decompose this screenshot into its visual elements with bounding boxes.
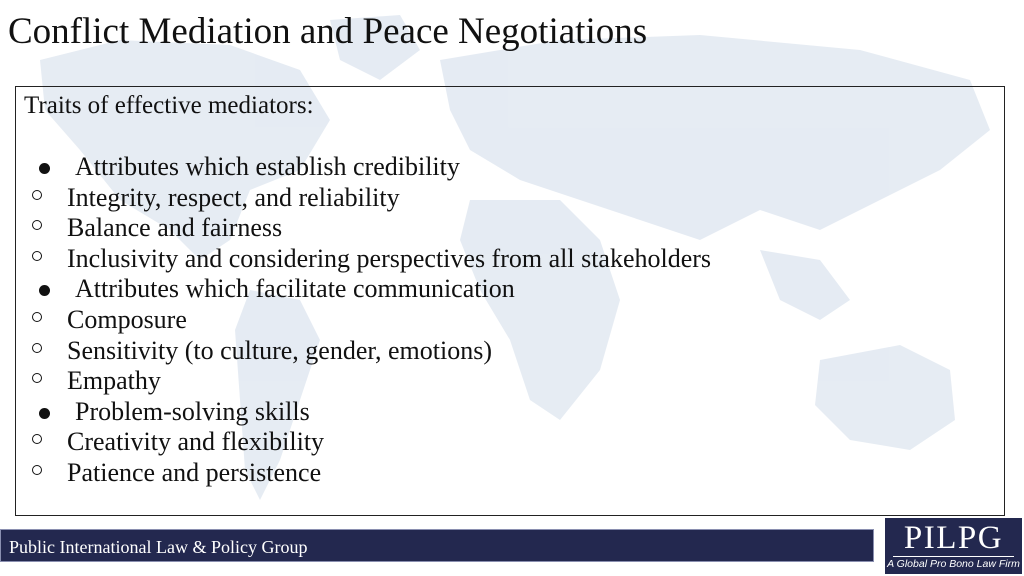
sub-bullet-item	[16, 427, 711, 458]
bullet-item	[16, 274, 711, 305]
sub-bullet-text: Integrity, respect, and reliability	[67, 182, 400, 212]
sub-bullet-text: Composure	[67, 304, 187, 334]
sub-bullet-text: Balance and fairness	[67, 213, 283, 243]
logo-tagline: A Global Pro Bono Law Firm	[887, 558, 1020, 570]
hollow-circle-bullet-icon	[32, 251, 42, 261]
sub-bullet-list	[16, 305, 711, 397]
sub-bullet-text: Empathy	[67, 366, 161, 396]
sub-bullet-item	[16, 183, 711, 214]
pilpg-logo	[885, 518, 1022, 574]
bullet-dot-icon	[39, 163, 50, 174]
sub-bullet-item	[16, 305, 711, 336]
bullet-list	[16, 152, 711, 489]
footer-bar	[0, 529, 874, 562]
sub-bullet-list	[16, 427, 711, 488]
sub-list-wrapper	[16, 427, 711, 488]
hollow-circle-bullet-icon	[32, 190, 42, 200]
bullet-dot-icon	[39, 285, 50, 296]
hollow-circle-bullet-icon	[32, 312, 42, 322]
bullet-text: Attributes which facilitate communication	[75, 274, 515, 304]
logo-name: PILPG	[903, 520, 1004, 556]
intro-text: Traits of effective mediators:	[24, 92, 314, 119]
bullet-item	[16, 397, 711, 428]
bullet-item	[16, 152, 711, 183]
sub-bullet-item	[16, 336, 711, 367]
sub-bullet-text: Sensitivity (to culture, gender, emotions)	[67, 335, 492, 365]
bullet-text: Problem-solving skills	[75, 396, 310, 426]
slide-title: Conflict Mediation and Peace Negotiations	[8, 11, 648, 52]
sub-bullet-list	[16, 183, 711, 275]
sub-bullet-item	[16, 458, 711, 489]
bullet-text: Attributes which establish credibility	[75, 152, 460, 181]
hollow-circle-bullet-icon	[32, 343, 42, 353]
bullet-dot-icon	[39, 408, 50, 419]
hollow-circle-bullet-icon	[32, 465, 42, 475]
sub-bullet-item	[16, 213, 711, 244]
footer-organization: Public International Law & Policy Group	[9, 537, 308, 557]
sub-list-wrapper	[16, 183, 711, 275]
sub-bullet-text: Patience and persistence	[67, 457, 322, 487]
sub-bullet-text: Inclusivity and considering perspectives from all stakeholders	[67, 243, 712, 273]
hollow-circle-bullet-icon	[32, 220, 42, 230]
content-box	[15, 86, 1005, 516]
sub-bullet-item	[16, 244, 711, 275]
sub-bullet-item	[16, 366, 711, 397]
hollow-circle-bullet-icon	[32, 373, 42, 383]
hollow-circle-bullet-icon	[32, 434, 42, 444]
sub-list-wrapper	[16, 305, 711, 397]
sub-bullet-text: Creativity and flexibility	[67, 427, 325, 457]
